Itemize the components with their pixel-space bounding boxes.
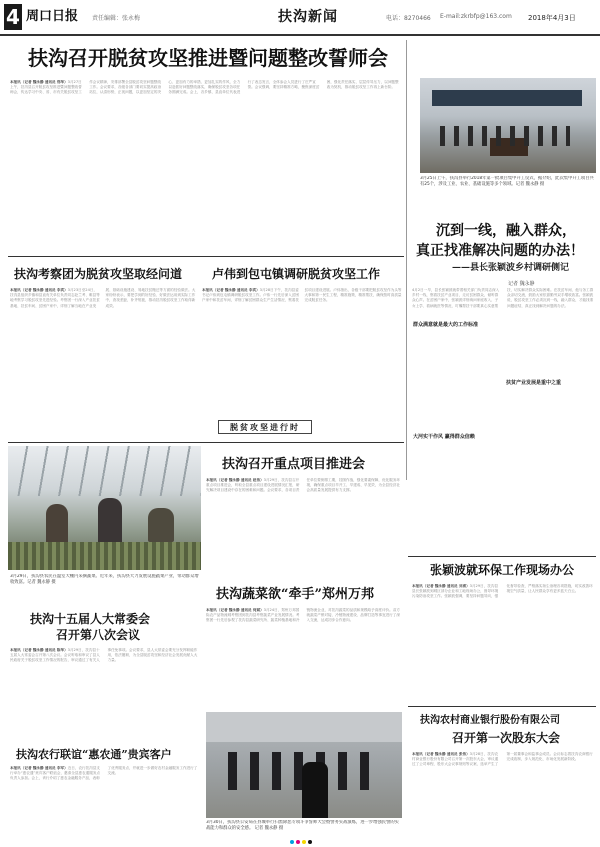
lead-headline: 扶沟召开脱贫攻坚推进暨问题整改誓师会 (28, 46, 388, 70)
registration-dot-black (308, 840, 312, 844)
registration-dot-yellow (302, 840, 306, 844)
a5-headline: 扶沟十五届人大常委会 (30, 612, 151, 626)
police-photo (206, 712, 402, 818)
feature-subhead: ——县长张颖波乡村调研侧记 (452, 263, 570, 273)
a8-byline: 本报讯（记者 魏永静 通讯员 张伟） (412, 752, 470, 756)
a3-body (206, 478, 402, 582)
a5-text: 3月29日，扶沟县十五届人大常委会召开第八次会议。会议听取和审议了县人民政府关于脱贫攻坚工作情况的报告，审议通过了有关人事任免事项。会议要求，县人大常委会要充分发挥职能作用，依法履职，为全县脱贫攻坚和经济社会发展贡献人大力量。 (10, 648, 198, 663)
photo-caption-top: 3月25日上午，扶沟县举行2018年第一批项目集中开工仪式，据介绍，此次集中开工项目共有25个，涉及工业、农业、基础设施等多个领域。记者 魏永静 摄 (420, 176, 594, 187)
groundbreaking-photo (420, 78, 596, 173)
feature-subtitle-2: 扶贫产业发展是重中之重 (506, 380, 562, 386)
a8-headline-2: 召开第一次股东大会 (452, 731, 561, 745)
a1-text: 3月23日至24日，扶沟县组织乡镇和县直有关单位负责同志赴兰考、睢县等地考察学习脱贫攻坚先进经验。考察团一行深入产业扶贫基地、扶贫车间、贫困户家中，详细了解当地在产业发展、基础设施建设、易地扶贫搬迁等方面的经验做法。大家纷纷表示，要把学到的好经验、好做法运用到实际工作中，查找差距，补齐短板，推动扶沟脱贫攻坚工作取得新成效。 (10, 288, 196, 308)
a2-byline: 本报讯（记者 魏永静 通讯员 李宾） (202, 288, 260, 292)
phone-note: 电话：8270466 (386, 15, 431, 22)
feature-headline-1: 沉到一线，融入群众， (436, 223, 576, 239)
registration-dot-magenta (296, 840, 300, 844)
crowd (440, 126, 570, 146)
a5-headline-2: 召开第八次会议 (56, 628, 141, 642)
feature-subtitle-3: 大河实干作风 赢得群众信赖 (413, 434, 475, 440)
vegetable-beds (8, 542, 201, 570)
a1-byline: 本报讯（记者 魏永静 通讯员 李宾） (10, 288, 68, 292)
stage-banner (432, 90, 582, 106)
a5-byline: 本报讯（记者 魏永静 通讯员 陈华） (10, 648, 68, 652)
header-rule (0, 34, 600, 36)
a7-headline: 张颖波就环保工作现场办公 (430, 563, 575, 577)
feature-reporter: 记者 魏永静 (508, 281, 535, 287)
newspaper-name: 周口日报 (26, 9, 79, 24)
feature-headline-2: 真正找准解决问题的办法！ (416, 243, 584, 259)
rule-right-bottom (408, 706, 596, 707)
lead-body (10, 80, 400, 252)
greenhouse-photo (8, 446, 201, 570)
rule-band2 (8, 256, 404, 257)
registration-dot-cyan (290, 840, 294, 844)
a6-text: 近日，农行扶沟县支行举办“惠农通”贵宾客户联谊会，邀请全县惠农通服务点负责人参加。会上，该行介绍了惠农金融服务产品，表彰了优秀服务点，并就进一步做好农村金融服务工作进行了交流。 (10, 766, 198, 781)
greenhouse-frame (8, 446, 201, 496)
a4-text: 3月24日，郑州万邦国际农产品物流城考察团到扶沟县考察蔬菜产业发展情况。考察团一行先后参观了扶沟县蔬菜研究所、蔬菜种植基地和冷链物流企业，对扶沟蔬菜的品质和规模给予高度评价。双方就蔬菜产销对接、冷链物流建设、品牌打造等事宜进行了深入交流，达成初步合作意向。 (206, 608, 400, 623)
section-title: 扶沟新闻 (278, 9, 338, 25)
a6-byline: 本报讯（记者 魏永静 通讯员 李军） (10, 766, 68, 770)
a5-body (10, 648, 200, 744)
column-divider (406, 40, 407, 480)
rule-right-lower (408, 556, 596, 557)
a8-body (412, 752, 596, 840)
a6-body (10, 766, 200, 838)
a7-text: 3月29日，扶沟县县长张颖波到城区部分企业和工地现场办公，督导环境污染防治攻坚工作。张颖波强调，要坚持问题导向，强化督导检查，严格落实扬尘治理各项措施，切实改善环境空气质量，让人民群众享有更多蓝天白云。 (412, 584, 593, 599)
email-note: E-mail:zkrbfp@163.com (440, 13, 512, 20)
a1-body (10, 288, 196, 438)
issue-date: 2018年4月3日 (528, 14, 576, 22)
a2-headline: 卢伟到包屯镇调研脱贫攻坚工作 (212, 267, 381, 281)
a3-headline: 扶沟召开重点项目推进会 (222, 457, 366, 472)
feature-text: 4月2日一早，县长张颖波就带着相关部门负责同志深入乡村一线，察看扶贫产业项目，走访贫困群众，倾听群众心声。在贫困户家中，张颖波详细询问家庭收入、子女上学、看病就医等情况，叮嘱帮扶干部要真心实意帮扶，切实解决群众实际困难。在扶贫车间，他与务工群众亲切交流，鼓励大家依靠勤劳双手增收致富。张颖波说，脱贫攻坚工作必须沉到一线，融入群众，才能找准问题症结，真正找到解决问题的办法。 (412, 288, 594, 308)
section-tag: 脱贫攻坚进行时 (218, 420, 312, 434)
a8-text: 3月28日，扶沟农村商业银行股份有限公司召开第一次股东大会，审议通过了公司章程、股东大会议事规则等议案，选举产生了第一届董事会和监事会成员。会议标志着扶沟农商银行完成改制，步入规范化、市场化发展新阶段。 (412, 752, 593, 767)
lead-byline: 本报讯（记者 魏永静 通讯员 郑华） (10, 80, 68, 84)
a8-headline: 扶沟农村商业银行股份有限公司 (420, 715, 560, 726)
sky (206, 712, 402, 742)
farmer-3 (148, 508, 174, 542)
a2-text: 3月28日下午，扶沟县委书记卢伟到包屯镇调研脱贫攻坚工作。卢伟一行先后深入贫困户家中和扶贫车间，详细了解贫困群众生产生活情况，察看扶贫项目建设进展。卢伟指出，各级干部要把脱贫攻坚作为头等大事和第一民生工程，精准施策，精准帮扶，确保按时高质量完成脱贫任务。 (202, 288, 402, 303)
a4-body (206, 608, 402, 708)
a1-headline: 扶沟考察团为脱贫攻坚取经问道 (14, 267, 183, 281)
a4-byline: 本报讯（记者 魏永静 通讯员 何斌） (206, 608, 264, 612)
editor-note: 责任编辑：张永梅 (92, 15, 141, 22)
a2-body (202, 288, 402, 418)
farmer-2 (98, 498, 122, 544)
lead-text: 3月27日上午，扶沟县召开脱贫攻坚推进暨问题整改誓师会，传达学习中央、省、市有关脱贫攻坚工作会议精神，安排部署全县脱贫攻坚问题整改工作。会议要求，各级各部门要切实提高政治站位，认清形势，正视问题，以更加坚定的决心、更加有力的举措、更加扎实的作风，全力以赴抓好问题整改落实，确保脱贫攻坚各项任务圆满完成。会上，各乡镇、县直单位代表进行了表态发言，全体参会人员进行了庄严宣誓。会议强调，要坚持精准方略，聚焦深度贫困，强化责任落实，层层传导压力，以问题整改为契机，推动脱贫攻坚工作再上新台阶。 (10, 80, 399, 95)
photo-caption-greenhouse: 3月29日，扶沟县农民在温室大棚内采摘蔬菜。近年来，扶沟县大力发展设施蔬菜产业，带动群众增收致富。记者 魏永静 摄 (10, 574, 199, 585)
a7-byline: 本报讯（记者 魏永静 通讯员 刘勇） (412, 584, 470, 588)
a3-byline: 本报讯（记者 魏永静 通讯员 赵伟） (206, 478, 264, 482)
farmer-1 (46, 504, 68, 544)
feature-subtitle-1: 群众满意就是最大的工作标准 (413, 322, 479, 328)
a6-headline: 扶沟农行联谊“惠农通”贵宾客户 (16, 748, 172, 761)
a3-text: 3月29日，扶沟县召开重点项目推进会，听取全县重点项目建设进展情况汇报，研究解决项目建设中存在的困难和问题。会议要求，各项目责任单位要倒排工期，挂图作战，强化要素保障，优化服务环境，确保重点项目早开工、早建成、早见效，为全县经济社会高质量发展提供有力支撑。 (206, 478, 400, 493)
photo-caption-bottom: 3月30日，扶沟县公安局在县城举行扫黑除恶专项斗争誓师大会暨警务实战演练，进一步增强民警的实战能力和群众的安全感。 记者 魏永静 摄 (206, 820, 399, 831)
officer-front (302, 762, 328, 818)
a7-body (412, 584, 596, 704)
rule-band3 (8, 442, 404, 443)
a4-headline: 扶沟蔬菜欲“牵手”郑州万邦 (216, 587, 374, 602)
page-number: 4 (4, 4, 22, 30)
